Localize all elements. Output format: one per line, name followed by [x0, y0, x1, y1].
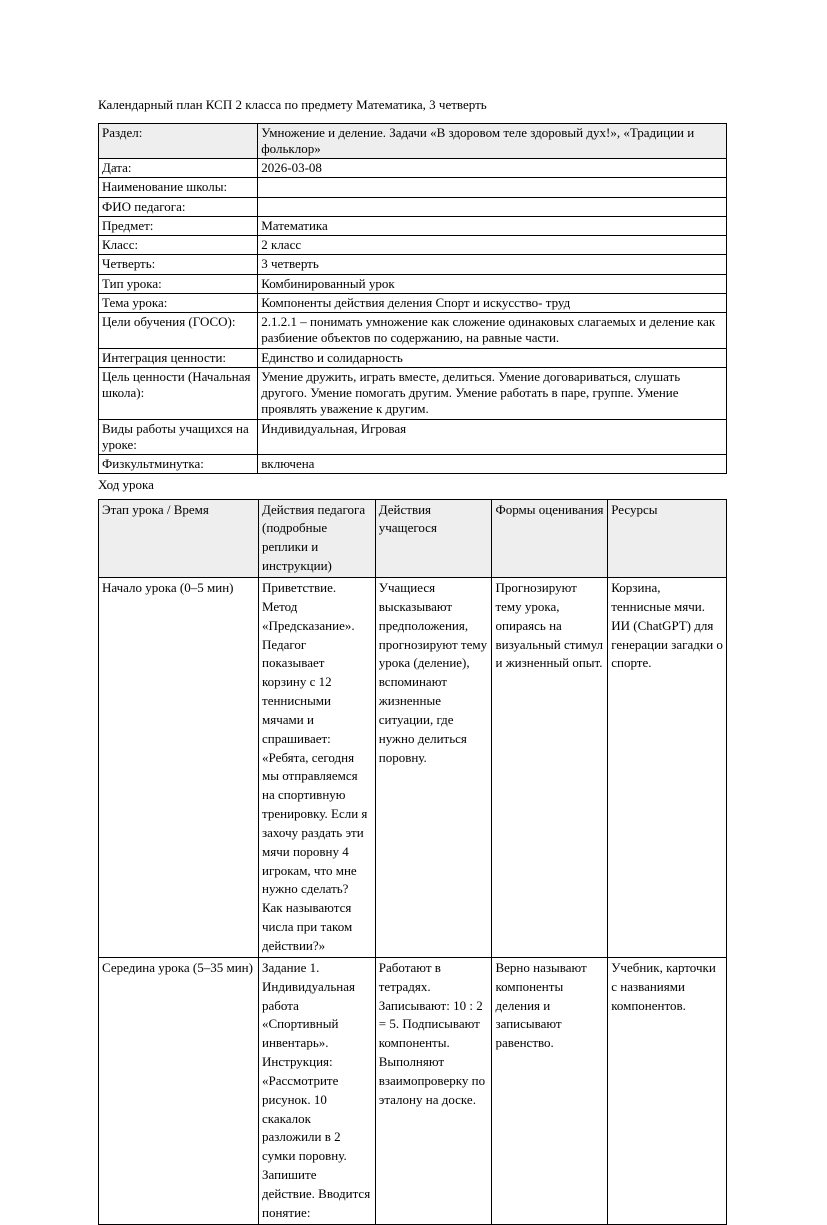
info-row-value: 2 класс: [258, 236, 727, 255]
info-row-label: Цель ценности (Начальная школа):: [99, 367, 258, 419]
lesson-flow-heading: Ход урока: [98, 477, 154, 493]
table-row: [99, 293, 727, 312]
table-row: [99, 197, 727, 216]
info-row-label: Наименование школы:: [99, 178, 258, 197]
info-row-label: Тип урока:: [99, 274, 258, 293]
table-row: [99, 313, 727, 349]
lesson-info-table: [98, 123, 727, 475]
info-row-value: 3 четверть: [258, 255, 727, 274]
info-row-label: ФИО педагога:: [99, 197, 258, 216]
info-row-label: Класс:: [99, 236, 258, 255]
table-row: [99, 159, 727, 178]
cell-student-actions: Учащиеся высказывают предположения, прогнозируют тему урока (деление), вспоминают жизненные ситуации, где нужно делиться поровну.: [375, 577, 492, 957]
page-title: Календарный план КСП 2 класса по предмету Математика, 3 четверть: [98, 97, 487, 112]
table-row: [99, 216, 727, 235]
cell-resources: Корзина, теннисные мячи. ИИ (ChatGPT) для генерации загадки о спорте.: [608, 577, 727, 957]
info-row-label: Раздел:: [99, 123, 258, 159]
cell-resources: Учебник, карточки с названиями компонентов.: [608, 957, 727, 1224]
header-assessment-forms: Формы оценивания: [492, 499, 608, 577]
info-row-label: Цели обучения (ГОСО):: [99, 313, 258, 349]
header-stage: Этап урока / Время: [99, 499, 259, 577]
info-row-value: 2.1.2.1 – понимать умножение как сложение одинаковых слагаемых и деление как разбиение объектов по содержанию, на равные части.: [258, 313, 727, 349]
table-row: [99, 957, 727, 1224]
cell-stage: Начало урока (0–5 мин): [99, 577, 259, 957]
info-row-value: 2026-03-08: [258, 159, 727, 178]
cell-student-actions: Работают в тетрадях. Записывают: 10 : 2 = 5. Подписывают компоненты. Выполняют взаимопроверку по эталону на доске.: [375, 957, 492, 1224]
info-row-value: Единство и солидарность: [258, 348, 727, 367]
header-student-actions: Действия учащегося: [375, 499, 492, 577]
info-row-value: Индивидуальная, Игровая: [258, 419, 727, 455]
table-row: [99, 367, 727, 419]
table-row: [99, 419, 727, 455]
cell-teacher-actions: Задание 1. Индивидуальная работа «Спортивный инвентарь». Инструкция: «Рассмотрите рисунок. 10 скакалок разложили в 2 сумки поровну. Запишите действие. Вводится понятие:: [259, 957, 376, 1224]
info-row-value: Комбинированный урок: [258, 274, 727, 293]
info-row-label: Предмет:: [99, 216, 258, 235]
cell-stage: Середина урока (5–35 мин): [99, 957, 259, 1224]
table-row: [99, 255, 727, 274]
table-row: [99, 123, 727, 159]
info-row-label: Интеграция ценности:: [99, 348, 258, 367]
info-row-label: Физкультминутка:: [99, 455, 258, 474]
info-row-label: Четверть:: [99, 255, 258, 274]
header-resources: Ресурсы: [608, 499, 727, 577]
table-row: [99, 577, 727, 957]
info-row-value: включена: [258, 455, 727, 474]
table-header-row: [99, 499, 727, 577]
cell-assessment-forms: Верно называют компоненты деления и записывают равенство.: [492, 957, 608, 1224]
info-row-label: Тема урока:: [99, 293, 258, 312]
table-row: [99, 178, 727, 197]
lesson-flow-table: [98, 499, 727, 1225]
info-row-value: Умножение и деление. Задачи «В здоровом теле здоровый дух!», «Традиции и фольклор»: [258, 123, 727, 159]
info-row-value: Умение дружить, играть вместе, делиться. Умение договариваться, слушать другого. Умение помогать другим. Умение работать в паре, группе. Умение проявлять уважение к другим.: [258, 367, 727, 419]
info-row-value: [258, 197, 727, 216]
table-row: [99, 274, 727, 293]
info-row-value: [258, 178, 727, 197]
info-row-value: Математика: [258, 216, 727, 235]
info-row-label: Дата:: [99, 159, 258, 178]
header-teacher-actions: Действия педагога (подробные реплики и инструкции): [259, 499, 376, 577]
cell-assessment-forms: Прогнозируют тему урока, опираясь на визуальный стимул и жизненный опыт.: [492, 577, 608, 957]
info-row-value: Компоненты действия деления Спорт и искусство- труд: [258, 293, 727, 312]
cell-teacher-actions: Приветствие. Метод «Предсказание». Педагог показывает корзину с 12 теннисными мячами и спрашивает: «Ребята, сегодня мы отправляемся на спортивную тренировку. Если я захочу раздать эти мячи поровну 4 игрокам, что мне нужно сделать? Как называются числа при таком действии?»: [259, 577, 376, 957]
table-row: [99, 348, 727, 367]
table-row: [99, 455, 727, 474]
table-row: [99, 236, 727, 255]
info-row-label: Виды работы учащихся на уроке:: [99, 419, 258, 455]
